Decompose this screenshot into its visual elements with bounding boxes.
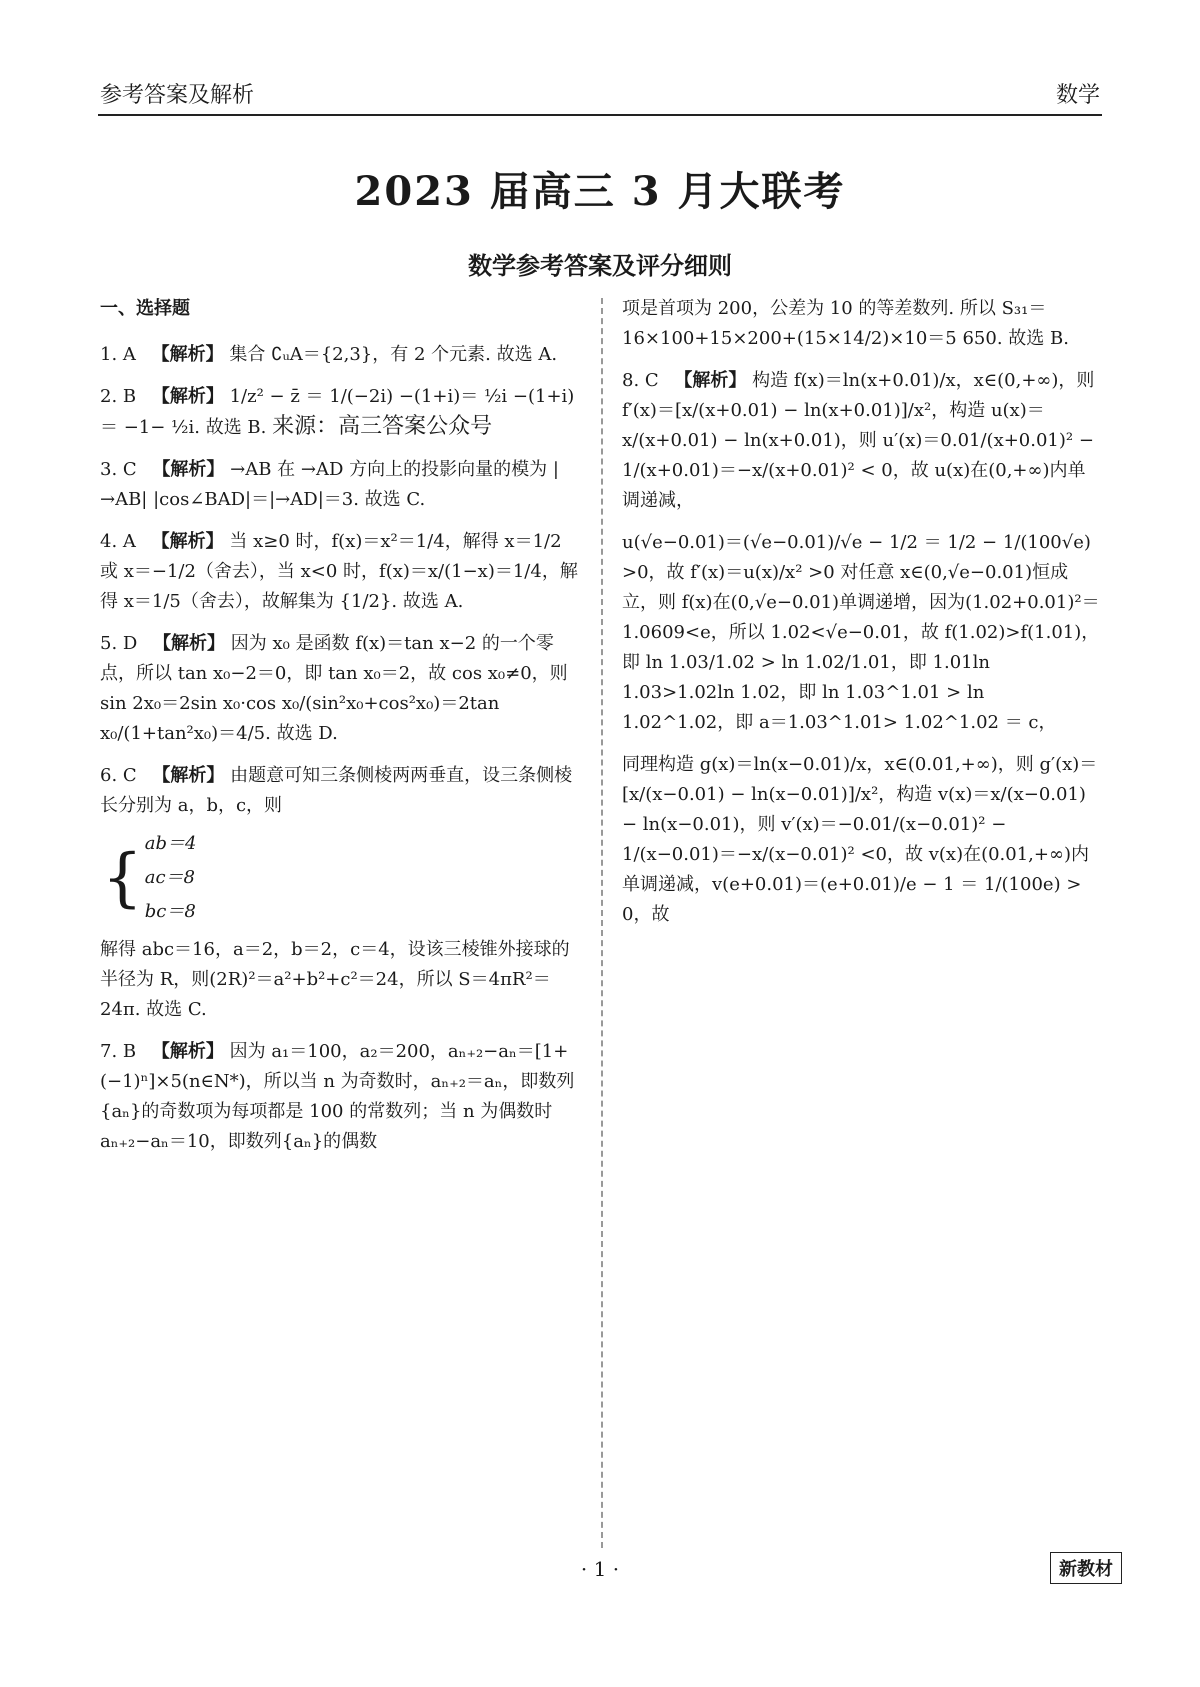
answer-8: [622, 366, 1102, 516]
answer-6-text-a: 由题意可知三条侧棱两两垂直，设三条侧棱长分别为 a，b，c，则: [100, 765, 573, 816]
equation-bc: bc＝8: [144, 901, 196, 922]
header-left: 参考答案及解析: [100, 83, 255, 108]
answer-3-number: 3. C: [100, 459, 137, 480]
answer-1: [100, 340, 578, 370]
answer-6-number: 6. C: [100, 765, 137, 786]
answer-8-part-3: [622, 750, 1102, 930]
page-title: 2023 届高三 3 月大联考: [354, 168, 846, 215]
answer-4-text: 当 x≥0 时，f(x)＝x²＝1/4，解得 x＝1/2 或 x＝−1/2（舍去），当 x<0 时，f(x)＝x/(1−x)＝1/4，解得 x＝1/5（舍去），故解集为 {1/2}. 故选 A.: [100, 531, 578, 612]
answer-7-text-b: 项是首项为 200，公差为 10 的等差数列. 所以 S₃₁＝16×100+15×200+(15×14/2)×10＝5 650. 故选 B.: [622, 298, 1069, 349]
answer-7-number: 7. B: [100, 1041, 137, 1062]
answer-6-text-b: 解得 abc＝16，a＝2，b＝2，c＝4，设该三棱锥外接球的半径为 R，则(2R)²＝a²+b²+c²＝24，所以 S＝4πR²＝24π. 故选 C.: [100, 939, 570, 1020]
answer-5-text: 因为 x₀ 是函数 f(x)＝tan x−2 的一个零点，所以 tan x₀−2＝0，即 tan x₀＝2，故 cos x₀≠0，则 sin 2x₀＝2sin x₀·cos x₀/(sin²x₀+cos²x₀)＝2tan x₀/(1+tan²x₀)＝4/5. 故选 D.: [100, 633, 568, 744]
analysis-tag: 【解析】: [151, 1041, 224, 1062]
analysis-tag: 【解析】: [152, 765, 225, 786]
answer-8-text-3: 同理构造 g(x)＝ln(x−0.01)/x，x∈(0.01,+∞)，则 g′(x)＝[x/(x−0.01) − ln(x−0.01)]/x²，构造 v(x)＝x/(x−0.01) − ln(x−0.01)，则 v′(x)＝−0.01/(x−0.01)² − 1/(x−0.01)＝−x/(x−0.01)² <0，故 v(x)在(0.01,+∞)内单调递减，v(e+0.01)＝(e+0.01)/e − 1 ＝ 1/(100e) > 0，故: [622, 754, 1098, 925]
answer-8-text-1: 构造 f(x)＝ln(x+0.01)/x，x∈(0,+∞)，则 f′(x)＝[x/(x+0.01) − ln(x+0.01)]/x²，构造 u(x)＝x/(x+0.01) − ln(x+0.01)，则 u′(x)＝0.01/(x+0.01)² − 1/(x+0.01)＝−x/(x+0.01)² < 0，故 u(x)在(0,+∞)内单调递减，: [622, 370, 1095, 511]
answer-6: [100, 761, 578, 1025]
answer-3: [100, 455, 578, 515]
answer-5-number: 5. D: [100, 633, 138, 654]
left-column: [100, 294, 578, 1169]
column-divider: [601, 298, 603, 1548]
analysis-tag: 【解析】: [153, 633, 226, 654]
answer-5: [100, 629, 578, 749]
answer-7-continued: [622, 294, 1102, 354]
answer-2: [100, 382, 578, 443]
page-number: · 1 ·: [580, 1557, 620, 1581]
header-right: 数学: [1055, 83, 1100, 108]
page-subtitle: 数学参考答案及评分细则: [468, 251, 732, 280]
analysis-tag: 【解析】: [151, 344, 224, 365]
equation-system: [100, 827, 578, 929]
answer-2-text: 1/z² − z̄ ＝ 1/(−2i) −(1+i)＝ ½i −(1+i)＝ −1− ½i. 故选 B.: [100, 386, 575, 438]
answer-4-number: 4. A: [100, 531, 136, 552]
answer-3-text: →AB 在 →AD 方向上的投影向量的模为 |→AB| |cos∠BAD|＝|→AD|＝3. 故选 C.: [100, 459, 559, 510]
answer-8-number: 8. C: [622, 370, 659, 391]
analysis-tag: 【解析】: [152, 459, 225, 480]
equation-ac: ac＝8: [144, 867, 195, 888]
analysis-tag: 【解析】: [151, 386, 224, 407]
answer-8-part-2: [622, 528, 1102, 738]
section-label: 一、选择题: [100, 298, 190, 319]
answer-4: [100, 527, 578, 617]
answer-7-text-a: 因为 a₁＝100，a₂＝200，aₙ₊₂−aₙ＝[1+(−1)ⁿ]×5(n∈N*)，所以当 n 为奇数时，aₙ₊₂＝aₙ，即数列{aₙ}的奇数项为每项都是 100 的常数列；当 n 为偶数时 aₙ₊₂−aₙ＝10，即数列{aₙ}的偶数: [100, 1041, 575, 1152]
answer-7: [100, 1037, 578, 1157]
brace-symbol: {: [102, 841, 143, 915]
equation-ab: ab＝4: [144, 833, 197, 854]
watermark-text: 来源：高三答案公众号: [272, 414, 493, 439]
analysis-tag: 【解析】: [674, 370, 747, 391]
answer-8-text-2: u(√e−0.01)＝(√e−0.01)/√e − 1/2 ＝ 1/2 − 1/(100√e) >0，故 f′(x)＝u(x)/x² >0 对任意 x∈(0,√e−0.01)恒成立，则 f(x)在(0,√e−0.01)单调递增，因为(1.02+0.01)²＝1.0609<e，所以 1.02<√e−0.01，故 f(1.02)>f(1.01)，即 ln 1.03/1.02 > ln 1.02/1.01，即 1.01ln 1.03>1.02ln 1.02，即 ln 1.03^1.01 > ln 1.02^1.02，即 a＝1.03^1.01> 1.02^1.02 ＝ c，: [622, 532, 1100, 733]
answer-2-number: 2. B: [100, 386, 137, 407]
header-rule: [98, 114, 1102, 116]
right-column: [622, 294, 1102, 942]
answer-1-text: 集合 ∁ᵤA＝{2,3}，有 2 个元素. 故选 A.: [229, 344, 558, 365]
analysis-tag: 【解析】: [151, 531, 224, 552]
edition-badge: 新教材: [1050, 1552, 1122, 1584]
answer-1-number: 1. A: [100, 344, 136, 365]
